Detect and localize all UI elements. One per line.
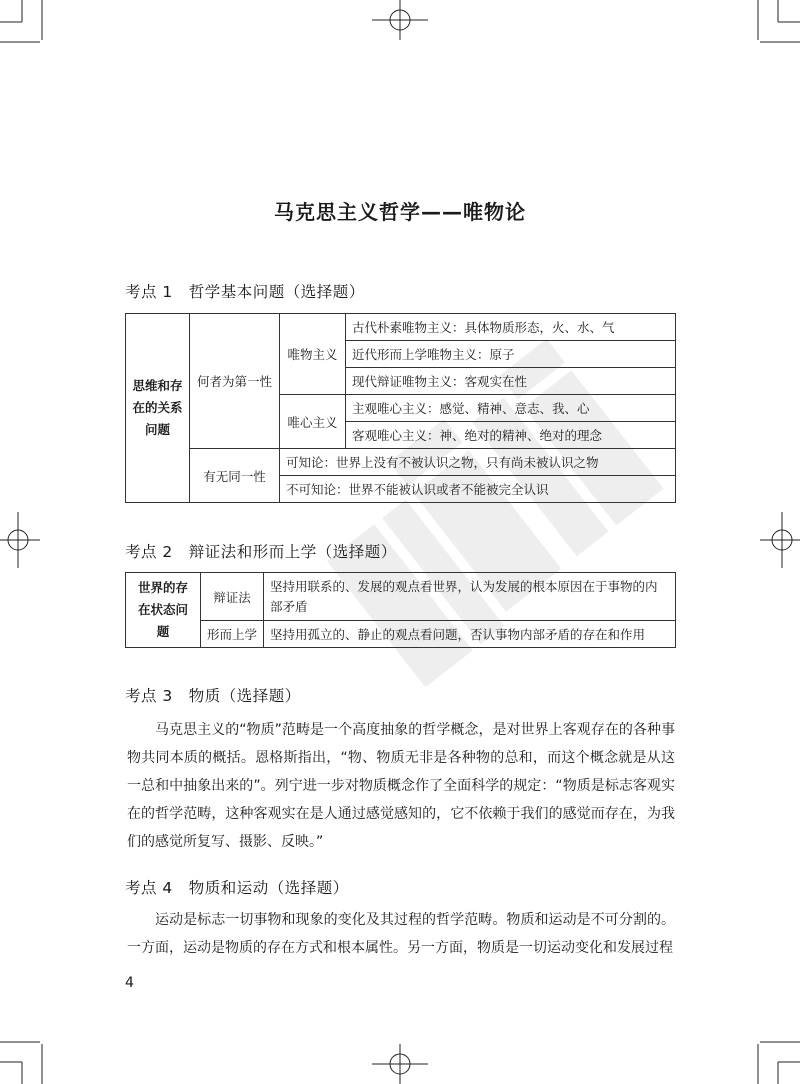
page-title: 马克思主义哲学——唯物论 (274, 200, 526, 224)
table-cell: 古代朴素唯物主义：具体物质形态，火、水、气 (346, 314, 676, 341)
table-cell: 现代辩证唯物主义：客观实在性 (346, 368, 676, 395)
section-4-body (127, 906, 675, 962)
section-2-heading: 考点 2 辩证法和形而上学（选择题） (125, 543, 397, 561)
table-cell: 坚持用孤立的、静止的观点看问题，否认事物内部矛盾的存在和作用 (264, 621, 676, 648)
table-cell: 可知论：世界上没有不被认识之物，只有尚未被认识之物 (280, 449, 676, 476)
section-1-heading: 考点 1 哲学基本问题（选择题） (125, 283, 365, 301)
table-cell: 客观唯心主义：神、绝对的精神、绝对的理念 (346, 422, 676, 449)
table-branch-cell: 有无同一性 (190, 449, 280, 503)
table-root-cell: 思维和存在的关系问题 (126, 314, 190, 503)
table-sub-branch-cell: 唯物主义 (280, 314, 346, 395)
dialectics-table (125, 572, 676, 648)
table-root-cell: 世界的存在状态问题 (126, 573, 201, 648)
table-sub-branch-cell: 唯心主义 (280, 395, 346, 449)
table-label-cell: 辩证法 (201, 573, 264, 621)
page-number: 4 (125, 975, 134, 991)
table-cell: 主观唯心主义：感觉、精神、意志、我、心 (346, 395, 676, 422)
section-3-heading: 考点 3 物质（选择题） (125, 687, 301, 705)
table-label-cell: 形而上学 (201, 621, 264, 648)
paragraph: 运动是标志一切事物和现象的变化及其过程的哲学范畴。物质和运动是不可分割的。一方面，运动是物质的存在方式和根本属性。另一方面，物质是一切运动变化和发展过程 (127, 912, 675, 956)
table-cell: 坚持用联系的、发展的观点看世界，认为发展的根本原因在于事物的内部矛盾 (264, 573, 676, 621)
philosophy-basic-question-table (125, 313, 676, 503)
table-cell: 近代形而上学唯物主义：原子 (346, 341, 676, 368)
table-branch-cell: 何者为第一性 (190, 314, 280, 449)
paragraph: 马克思主义的“物质”范畴是一个高度抽象的哲学概念，是对世界上客观存在的各种事物共同本质的概括。恩格斯指出，“物、物质无非是各种物的总和，而这个概念就是从这一总和中抽象出来的”。列宁进一步对物质概念作了全面科学的规定：“物质是标志客观实在的哲学范畴，这种客观实在是人通过感觉感知的，它不依赖于我们的感觉而存在，为我们的感觉所复写、摄影、反映。” (127, 722, 675, 850)
section-3-body (127, 716, 675, 856)
table-cell: 不可知论：世界不能被认识或者不能被完全认识 (280, 476, 676, 503)
section-4-heading: 考点 4 物质和运动（选择题） (125, 879, 349, 897)
